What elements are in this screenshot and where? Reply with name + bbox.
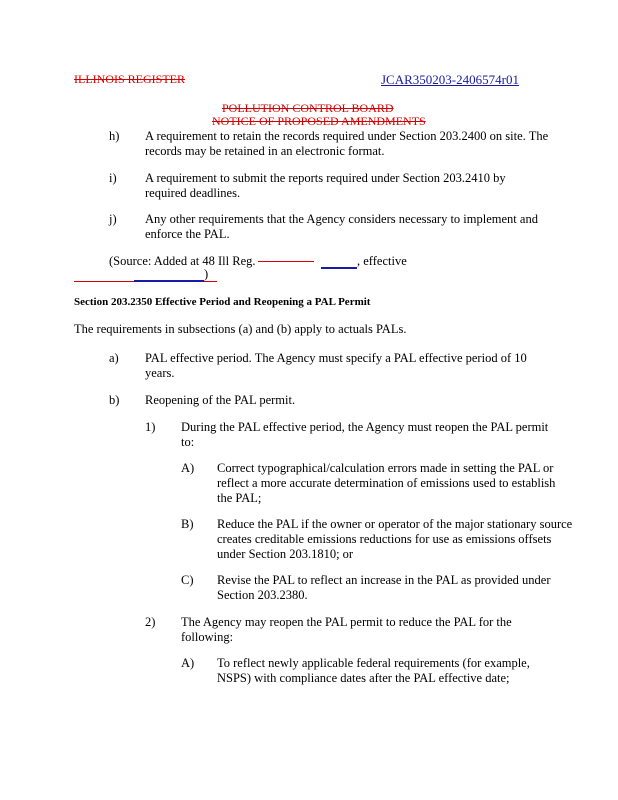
b1-a-label: A) [181, 461, 195, 475]
item-j-label: j) [109, 212, 117, 226]
b1-b-label: B) [181, 517, 194, 531]
subsection-a-text: PAL effective period. The Agency must specify a PAL effective period of 10 years. [145, 351, 527, 380]
b1-a-text: Correct typographical/calculation errors made in setting the PAL or reflect a more accurate determination of emissions used to establish the PAL; [217, 461, 556, 505]
source-blank-underline [321, 267, 357, 269]
b2-a-label: A) [181, 656, 195, 670]
document-id: JCAR350203-2406574r01 [381, 72, 519, 87]
source-close: ) [204, 267, 209, 281]
b2-label: 2) [145, 615, 156, 629]
b1-label: 1) [145, 420, 156, 434]
subsection-a-label: a) [109, 351, 119, 365]
section-heading: Section 203.2350 Effective Period and Reopening a PAL Permit [74, 296, 371, 308]
b2-a-text: To reflect newly applicable federal requirements (for example, NSPS) with compliance dates after the PAL effective date; [217, 656, 530, 685]
notice-title: NOTICE OF PROPOSED AMENDMENTS [212, 114, 426, 128]
source-blank-struck [258, 261, 314, 262]
source-note: (Source: Added at 48 Ill Reg. [109, 254, 256, 268]
subsection-b-text: Reopening of the PAL permit. [145, 393, 296, 407]
register-header-left: ILLINOIS REGISTER [74, 72, 185, 86]
subsection-b-label: b) [109, 393, 120, 407]
source-date-underline [134, 280, 204, 282]
item-h-label: h) [109, 129, 120, 143]
item-j-text: Any other requirements that the Agency considers necessary to implement and enforce the PAL. [145, 212, 538, 241]
b1-b-text: Reduce the PAL if the owner or operator of the major stationary source creates creditable emissions reductions for use as emissions offsets under Section 203.1810; or [217, 517, 573, 561]
section-intro: The requirements in subsections (a) and (b) apply to actuals PALs. [74, 322, 407, 336]
b1-c-label: C) [181, 573, 194, 587]
b1-text: During the PAL effective period, the Agency must reopen the PAL permit to: [181, 420, 549, 449]
item-h-text: A requirement to retain the records required under Section 203.2400 on site. The records may be retained in an electronic format. [145, 129, 549, 158]
b1-c-text: Revise the PAL to reflect an increase in the PAL as provided under Section 203.2380. [217, 573, 551, 602]
b2-text: The Agency may reopen the PAL permit to reduce the PAL for the following: [181, 615, 512, 644]
source-effective: , effective [357, 254, 407, 268]
item-i-text: A requirement to submit the reports required under Section 203.2410 by required deadlines. [145, 171, 506, 200]
agency-title: POLLUTION CONTROL BOARD [222, 101, 394, 115]
item-i-label: i) [109, 171, 117, 185]
